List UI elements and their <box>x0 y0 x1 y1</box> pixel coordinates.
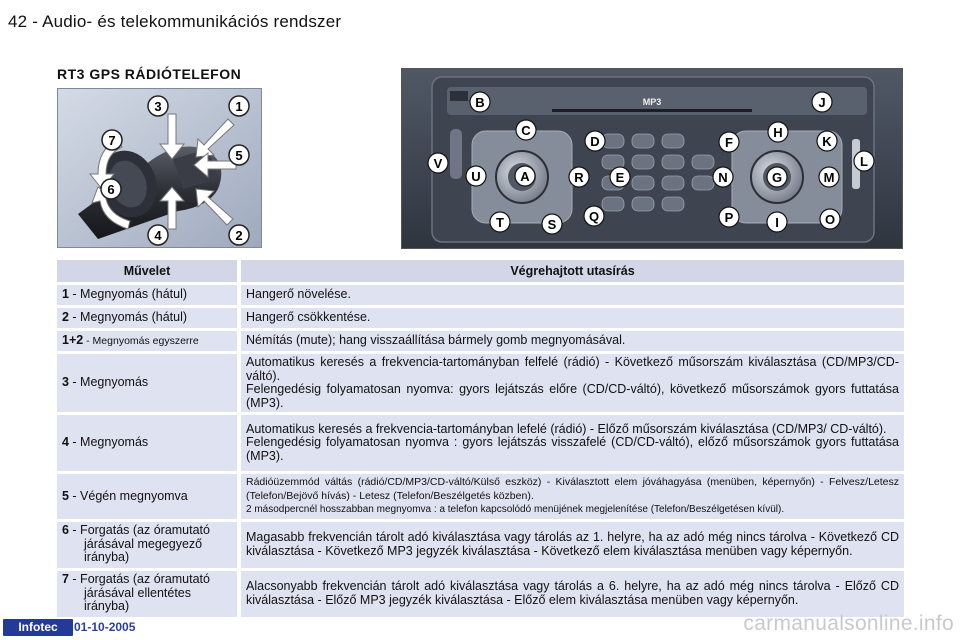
row-operation-text: - Megnyomás <box>68 435 149 450</box>
row-result-line: Felengedésig folyamatosan nyomva: gyors lejátszás előre (CD/CD-váltó), következő műsorszámok gyors futtatása (MP3). <box>246 382 899 410</box>
row-result-line: 2 másodpercnél hosszabban megnyomva : a telefon kapcsolódó menüjének megjelenítése (Telefon/Beszélgetésen kívül). <box>246 504 785 515</box>
row-result <box>237 354 904 412</box>
radio-callout-I: I <box>775 215 779 230</box>
radio-callout-T: T <box>496 215 504 230</box>
row-result-line: Némítás (mute); hang visszaállítása bármely gomb megnyomásával. <box>246 333 626 348</box>
radio-callout-A: A <box>520 169 530 184</box>
radio-callout-O: O <box>824 212 836 227</box>
watermark: carmanualsonline.info <box>743 612 954 635</box>
row-result <box>237 571 904 617</box>
row-result <box>237 308 904 328</box>
radio-callout-S: S <box>547 217 557 232</box>
table-row <box>57 474 904 519</box>
stalk-callout-6: 6 <box>107 182 115 197</box>
radio-callout-U: U <box>471 169 481 184</box>
row-result-line: Automatikus keresés a frekvencia-tartományban lefelé (rádió) - Előző műsorszám kiválasztása (CD/MP3/ CD-váltó). <box>246 421 887 436</box>
row-result-line: Magasabb frekvencián tárolt adó kiválasztása vagy tárolás az 1. helyre, ha az adó még nincs tárolva - Következő CD kiválasztása - Következő MP3 jegyzék kiválasztása - Következő elem kiválasztása menüben vagy képernyőn. <box>246 530 899 558</box>
radio-callout-J: J <box>818 95 826 110</box>
row-number: 3 <box>62 375 69 390</box>
radio-callout-Q: Q <box>588 209 600 224</box>
row-number: 7 <box>62 572 69 587</box>
radio-callout-F: F <box>725 135 733 150</box>
row-operation <box>57 474 237 519</box>
radio-display-text: MP3 <box>642 97 662 107</box>
table-header-row <box>57 260 904 282</box>
row-result <box>237 415 904 471</box>
operations-table <box>57 257 904 620</box>
row-operation <box>57 522 237 568</box>
radio-callout-D: D <box>590 134 600 149</box>
stalk-callout-3: 3 <box>154 99 162 114</box>
row-number: 4 <box>62 435 69 450</box>
radio-callout-V: V <box>433 156 443 171</box>
page-header: 42 - Audio- és telekommunikációs rendszer <box>8 12 342 31</box>
row-number: 1 <box>62 287 69 302</box>
row-number: 6 <box>62 523 69 538</box>
radio-callout-N: N <box>718 170 728 185</box>
table-row <box>57 522 904 568</box>
row-number: 2 <box>62 310 69 325</box>
radio-callout-R: R <box>574 170 584 185</box>
radio-panel-illustration <box>401 68 903 249</box>
row-result <box>237 331 904 351</box>
row-operation <box>57 354 237 412</box>
table-row <box>57 415 904 471</box>
row-operation <box>57 331 237 351</box>
row-result <box>237 522 904 568</box>
row-result-line: Felengedésig folyamatosan nyomva : gyors lejátszás visszafelé (CD/CD-váltó), előző műsorszámok gyors futtatása (MP3). <box>246 435 899 463</box>
row-operation <box>57 285 237 305</box>
row-result-line: Alacsonyabb frekvencián tárolt adó kiválasztása vagy tárolás a 6. helyre, ha az adó még nincs tárolva - Előző CD kiválasztása - Előző MP3 jegyzék kiválasztása - Előző elem kiválasztása menüben vagy képernyőn. <box>246 579 899 607</box>
row-operation-text: - Megnyomás <box>68 375 149 390</box>
infotec-logo: Infotec <box>3 619 73 636</box>
row-operation-text: - Forgatás (az óramutató járásával megegyező irányba) <box>68 523 210 565</box>
stalk-callout-5: 5 <box>235 148 243 163</box>
radio-callout-M: M <box>823 170 835 185</box>
row-operation-text: - Megnyomás (hátul) <box>68 310 188 325</box>
row-operation <box>57 308 237 328</box>
row-operation-text: - Megnyomás egyszerre <box>83 334 199 347</box>
row-result-line: Hangerő növelése. <box>246 287 351 302</box>
radio-callout-B: B <box>475 95 485 110</box>
radio-callout-E: E <box>615 170 625 185</box>
footer-date: 01-10-2005 <box>74 620 136 634</box>
radio-callout-H: H <box>773 125 783 140</box>
stalk-callout-1: 1 <box>235 99 243 114</box>
stalk-control-illustration <box>57 88 262 248</box>
radio-callout-L: L <box>860 154 868 169</box>
row-result-line: Automatikus keresés a frekvencia-tartományban felfelé (rádió) - Következő műsorszám kiválasztása (CD/MP3/CD-váltó). <box>246 355 899 383</box>
table-row <box>57 331 904 351</box>
stalk-callout-7: 7 <box>108 133 116 148</box>
header-result: Végrehajtott utasírás <box>237 260 904 282</box>
row-number: 5 <box>62 488 69 503</box>
row-result-line: Hangerő csökkentése. <box>246 310 371 325</box>
row-operation <box>57 571 237 617</box>
row-result-line: Rádióüzemmód váltás (rádió/CD/MP3/CD-váltó/Külső eszköz) - Kiválasztott elem jóváhagyása (menüben, képernyőn) - Felvesz/Letesz (Telefon/Bejövő hívás) - Letesz (Telefon/Beszélgetés közben). <box>246 476 899 502</box>
row-number: 1+2 <box>62 332 84 347</box>
radio-callout-P: P <box>724 210 734 225</box>
radio-callout-C: C <box>521 123 531 138</box>
table-row <box>57 571 904 617</box>
radio-callout-G: G <box>771 170 783 185</box>
table-row <box>57 285 904 305</box>
radio-callout-K: K <box>822 134 832 149</box>
row-operation-text: - Megnyomás (hátul) <box>68 287 188 302</box>
row-operation-text: - Végén megnyomva <box>68 488 188 503</box>
table-row <box>57 354 904 412</box>
section-title: RT3 GPS RÁDIÓTELEFON <box>57 66 242 82</box>
table-row <box>57 308 904 328</box>
stalk-callout-2: 2 <box>235 228 243 243</box>
row-operation <box>57 415 237 471</box>
header-operation: Művelet <box>57 260 237 282</box>
row-result <box>237 285 904 305</box>
row-operation-text: - Forgatás (az óramutató járásával ellentétes irányba) <box>68 572 210 614</box>
stalk-callout-4: 4 <box>154 228 162 243</box>
row-result <box>237 474 904 519</box>
